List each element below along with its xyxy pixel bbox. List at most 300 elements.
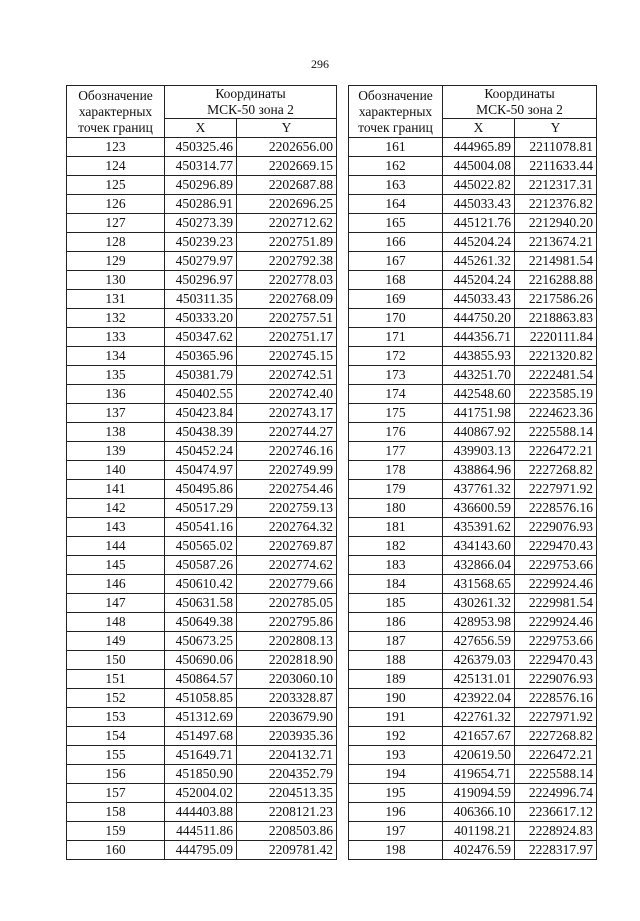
x-coordinate-cell: 443251.70 <box>443 366 515 385</box>
table-row <box>349 518 597 537</box>
table-row <box>349 195 597 214</box>
x-coordinate-cell: 450279.97 <box>165 252 237 271</box>
table-row <box>349 613 597 632</box>
table-row <box>67 594 337 613</box>
x-coordinate-cell: 436600.59 <box>443 499 515 518</box>
x-coordinate-cell: 445121.76 <box>443 214 515 233</box>
point-number-cell: 160 <box>67 841 165 860</box>
x-coordinate-cell: 450610.42 <box>165 575 237 594</box>
x-coordinate-cell: 419654.71 <box>443 765 515 784</box>
table-row <box>67 461 337 480</box>
point-number-cell: 170 <box>349 309 443 328</box>
y-coordinate-cell: 2218863.83 <box>515 309 597 328</box>
table-row <box>349 556 597 575</box>
y-coordinate-cell: 2223585.19 <box>515 385 597 404</box>
table-row <box>67 347 337 366</box>
point-number-cell: 150 <box>67 651 165 670</box>
table-row <box>349 537 597 556</box>
coordinates-table-left <box>66 85 337 860</box>
point-number-cell: 156 <box>67 765 165 784</box>
point-number-cell: 196 <box>349 803 443 822</box>
coordinates-header-line: МСК-50 зона 2 <box>476 102 563 117</box>
x-coordinate-cell: 450286.91 <box>165 195 237 214</box>
point-name-header-line: точек границ <box>78 120 153 135</box>
y-coordinate-cell: 2211633.44 <box>515 157 597 176</box>
y-coordinate-cell: 2229753.66 <box>515 556 597 575</box>
x-coordinate-cell: 450495.86 <box>165 480 237 499</box>
table-row <box>67 651 337 670</box>
x-coordinate-cell: 421657.67 <box>443 727 515 746</box>
x-coordinate-cell: 438864.96 <box>443 461 515 480</box>
x-coordinate-cell: 445261.32 <box>443 252 515 271</box>
x-coordinate-cell: 450365.96 <box>165 347 237 366</box>
x-coordinate-cell: 452004.02 <box>165 784 237 803</box>
x-coordinate-cell: 450587.26 <box>165 556 237 575</box>
x-coordinate-cell: 444356.71 <box>443 328 515 347</box>
x-coordinate-cell: 420619.50 <box>443 746 515 765</box>
x-coordinate-cell: 450474.97 <box>165 461 237 480</box>
x-coordinate-cell: 443855.93 <box>443 347 515 366</box>
point-number-cell: 146 <box>67 575 165 594</box>
y-coordinate-cell: 2202749.99 <box>237 461 337 480</box>
point-number-cell: 125 <box>67 176 165 195</box>
table-row <box>67 670 337 689</box>
y-coordinate-cell: 2202751.17 <box>237 328 337 347</box>
x-coordinate-cell: 445033.43 <box>443 195 515 214</box>
x-coordinate-cell: 430261.32 <box>443 594 515 613</box>
x-coordinate-cell: 450381.79 <box>165 366 237 385</box>
table-row <box>349 366 597 385</box>
y-coordinate-cell: 2202687.88 <box>237 176 337 195</box>
point-number-cell: 137 <box>67 404 165 423</box>
point-name-header-line: характерных <box>78 104 153 119</box>
point-number-cell: 154 <box>67 727 165 746</box>
table-row <box>67 765 337 784</box>
point-number-cell: 163 <box>349 176 443 195</box>
table-row <box>349 651 597 670</box>
y-coordinate-cell: 2202751.89 <box>237 233 337 252</box>
point-number-cell: 193 <box>349 746 443 765</box>
table-row <box>349 708 597 727</box>
table-row <box>67 138 337 157</box>
point-number-cell: 129 <box>67 252 165 271</box>
table-row <box>67 708 337 727</box>
x-coordinate-cell: 451850.90 <box>165 765 237 784</box>
x-coordinate-cell: 435391.62 <box>443 518 515 537</box>
table-row <box>349 594 597 613</box>
point-number-cell: 197 <box>349 822 443 841</box>
table-row <box>67 195 337 214</box>
table-row <box>67 309 337 328</box>
table-row <box>349 176 597 195</box>
y-coordinate-cell: 2202742.40 <box>237 385 337 404</box>
y-coordinate-cell: 2203679.90 <box>237 708 337 727</box>
y-coordinate-cell: 2211078.81 <box>515 138 597 157</box>
y-coordinate-cell: 2202768.09 <box>237 290 337 309</box>
x-coordinate-cell: 434143.60 <box>443 537 515 556</box>
x-coordinate-cell: 432866.04 <box>443 556 515 575</box>
x-coordinate-cell: 425131.01 <box>443 670 515 689</box>
x-coordinate-cell: 450347.62 <box>165 328 237 347</box>
point-number-cell: 176 <box>349 423 443 442</box>
y-coordinate-cell: 2203060.10 <box>237 670 337 689</box>
table-row <box>349 233 597 252</box>
y-coordinate-cell: 2202795.86 <box>237 613 337 632</box>
point-name-header-line: Обозначение <box>358 88 433 103</box>
y-coordinate-cell: 2224623.36 <box>515 404 597 423</box>
x-coordinate-cell: 426379.03 <box>443 651 515 670</box>
point-number-cell: 191 <box>349 708 443 727</box>
point-number-cell: 190 <box>349 689 443 708</box>
table-row <box>349 385 597 404</box>
y-coordinate-cell: 2228576.16 <box>515 689 597 708</box>
point-number-cell: 181 <box>349 518 443 537</box>
x-coordinate-cell: 450452.24 <box>165 442 237 461</box>
x-coordinate-cell: 423922.04 <box>443 689 515 708</box>
y-coordinate-cell: 2208503.86 <box>237 822 337 841</box>
table-row <box>67 480 337 499</box>
y-coordinate-cell: 2227268.82 <box>515 727 597 746</box>
table-row <box>67 537 337 556</box>
y-coordinate-cell: 2229470.43 <box>515 537 597 556</box>
x-coordinate-cell: 451649.71 <box>165 746 237 765</box>
table-row <box>349 803 597 822</box>
x-coordinate-cell: 431568.65 <box>443 575 515 594</box>
x-coordinate-cell: 450273.39 <box>165 214 237 233</box>
x-coordinate-cell: 444511.86 <box>165 822 237 841</box>
y-coordinate-cell: 2202757.51 <box>237 309 337 328</box>
y-coordinate-cell: 2212940.20 <box>515 214 597 233</box>
table-row <box>67 252 337 271</box>
table-row <box>67 746 337 765</box>
point-name-header-line: Обозначение <box>78 88 153 103</box>
table-row <box>67 803 337 822</box>
point-number-cell: 135 <box>67 366 165 385</box>
y-coordinate-cell: 2213674.21 <box>515 233 597 252</box>
coordinates-header-line: Координаты <box>484 86 555 101</box>
y-coordinate-cell: 2225588.14 <box>515 423 597 442</box>
table-row <box>67 575 337 594</box>
y-coordinate-cell: 2228317.97 <box>515 841 597 860</box>
point-number-cell: 132 <box>67 309 165 328</box>
y-coordinate-cell: 2227268.82 <box>515 461 597 480</box>
x-coordinate-cell: 451312.69 <box>165 708 237 727</box>
point-number-cell: 144 <box>67 537 165 556</box>
point-number-cell: 187 <box>349 632 443 651</box>
point-number-cell: 172 <box>349 347 443 366</box>
y-coordinate-cell: 2204132.71 <box>237 746 337 765</box>
table-row <box>67 423 337 442</box>
table-row <box>67 176 337 195</box>
x-header: X <box>443 119 515 138</box>
table-row <box>67 556 337 575</box>
table-row <box>349 442 597 461</box>
y-coordinate-cell: 2212317.31 <box>515 176 597 195</box>
point-number-cell: 134 <box>67 347 165 366</box>
table-row <box>349 727 597 746</box>
point-number-cell: 158 <box>67 803 165 822</box>
y-coordinate-cell: 2202769.87 <box>237 537 337 556</box>
point-number-cell: 159 <box>67 822 165 841</box>
table-body-left <box>67 138 337 860</box>
table-row <box>349 404 597 423</box>
y-coordinate-cell: 2202745.15 <box>237 347 337 366</box>
table-row <box>349 841 597 860</box>
coordinates-header <box>165 86 337 119</box>
table-row <box>349 480 597 499</box>
y-coordinate-cell: 2229924.46 <box>515 575 597 594</box>
point-number-cell: 186 <box>349 613 443 632</box>
point-number-cell: 142 <box>67 499 165 518</box>
y-coordinate-cell: 2202759.13 <box>237 499 337 518</box>
point-number-cell: 178 <box>349 461 443 480</box>
coordinates-header-line: Координаты <box>215 86 286 101</box>
y-coordinate-cell: 2202744.27 <box>237 423 337 442</box>
x-coordinate-cell: 450565.02 <box>165 537 237 556</box>
point-number-cell: 128 <box>67 233 165 252</box>
x-coordinate-cell: 427656.59 <box>443 632 515 651</box>
table-row <box>349 461 597 480</box>
y-coordinate-cell: 2221320.82 <box>515 347 597 366</box>
y-coordinate-cell: 2202746.16 <box>237 442 337 461</box>
y-coordinate-cell: 2229924.46 <box>515 613 597 632</box>
x-coordinate-cell: 445022.82 <box>443 176 515 195</box>
y-coordinate-cell: 2204352.79 <box>237 765 337 784</box>
table-row <box>67 442 337 461</box>
point-number-cell: 139 <box>67 442 165 461</box>
point-number-cell: 141 <box>67 480 165 499</box>
point-number-cell: 174 <box>349 385 443 404</box>
table-row <box>349 499 597 518</box>
y-coordinate-cell: 2227971.92 <box>515 708 597 727</box>
point-number-cell: 189 <box>349 670 443 689</box>
y-coordinate-cell: 2204513.35 <box>237 784 337 803</box>
table-row <box>67 784 337 803</box>
point-name-header-line: точек границ <box>358 120 433 135</box>
point-number-cell: 130 <box>67 271 165 290</box>
y-coordinate-cell: 2202669.15 <box>237 157 337 176</box>
coordinates-header-line: МСК-50 зона 2 <box>207 102 294 117</box>
y-coordinate-cell: 2229981.54 <box>515 594 597 613</box>
x-coordinate-cell: 450333.20 <box>165 309 237 328</box>
y-coordinate-cell: 2209781.42 <box>237 841 337 860</box>
point-number-cell: 195 <box>349 784 443 803</box>
table-row <box>67 613 337 632</box>
y-coordinate-cell: 2236617.12 <box>515 803 597 822</box>
x-coordinate-cell: 451497.68 <box>165 727 237 746</box>
x-coordinate-cell: 444750.20 <box>443 309 515 328</box>
header-row <box>349 86 597 119</box>
table-row <box>349 765 597 784</box>
table-row <box>349 689 597 708</box>
point-name-header-line: характерных <box>358 104 433 119</box>
point-number-cell: 183 <box>349 556 443 575</box>
y-coordinate-cell: 2214981.54 <box>515 252 597 271</box>
x-coordinate-cell: 450402.55 <box>165 385 237 404</box>
x-coordinate-cell: 451058.85 <box>165 689 237 708</box>
y-header: Y <box>237 119 337 138</box>
table-row <box>349 423 597 442</box>
point-number-cell: 198 <box>349 841 443 860</box>
y-coordinate-cell: 2202818.90 <box>237 651 337 670</box>
table-row <box>349 271 597 290</box>
y-coordinate-cell: 2202785.05 <box>237 594 337 613</box>
x-header: X <box>165 119 237 138</box>
y-coordinate-cell: 2225588.14 <box>515 765 597 784</box>
y-coordinate-cell: 2228924.83 <box>515 822 597 841</box>
y-coordinate-cell: 2202808.13 <box>237 632 337 651</box>
table-row <box>67 404 337 423</box>
y-coordinate-cell: 2228576.16 <box>515 499 597 518</box>
point-number-cell: 166 <box>349 233 443 252</box>
y-coordinate-cell: 2203328.87 <box>237 689 337 708</box>
x-coordinate-cell: 444965.89 <box>443 138 515 157</box>
y-coordinate-cell: 2203935.36 <box>237 727 337 746</box>
x-coordinate-cell: 445204.24 <box>443 233 515 252</box>
y-coordinate-cell: 2202712.62 <box>237 214 337 233</box>
x-coordinate-cell: 428953.98 <box>443 613 515 632</box>
table-row <box>67 841 337 860</box>
point-number-cell: 140 <box>67 461 165 480</box>
table-row <box>67 157 337 176</box>
table-row <box>349 347 597 366</box>
y-coordinate-cell: 2202696.25 <box>237 195 337 214</box>
point-number-cell: 173 <box>349 366 443 385</box>
table-row <box>349 328 597 347</box>
x-coordinate-cell: 450541.16 <box>165 518 237 537</box>
x-coordinate-cell: 450296.89 <box>165 176 237 195</box>
point-number-cell: 143 <box>67 518 165 537</box>
point-number-cell: 188 <box>349 651 443 670</box>
y-coordinate-cell: 2226472.21 <box>515 746 597 765</box>
point-number-cell: 148 <box>67 613 165 632</box>
y-coordinate-cell: 2222481.54 <box>515 366 597 385</box>
y-coordinate-cell: 2202754.46 <box>237 480 337 499</box>
table-row <box>349 784 597 803</box>
table-row <box>67 632 337 651</box>
point-number-cell: 185 <box>349 594 443 613</box>
table-row <box>349 822 597 841</box>
x-coordinate-cell: 450314.77 <box>165 157 237 176</box>
point-number-cell: 157 <box>67 784 165 803</box>
point-number-cell: 179 <box>349 480 443 499</box>
x-coordinate-cell: 419094.59 <box>443 784 515 803</box>
point-number-cell: 149 <box>67 632 165 651</box>
table-row <box>67 385 337 404</box>
x-coordinate-cell: 450649.38 <box>165 613 237 632</box>
table-row <box>349 746 597 765</box>
table-row <box>67 499 337 518</box>
point-name-header <box>67 86 165 138</box>
x-coordinate-cell: 450325.46 <box>165 138 237 157</box>
x-coordinate-cell: 444403.88 <box>165 803 237 822</box>
x-coordinate-cell: 450438.39 <box>165 423 237 442</box>
table-row <box>67 727 337 746</box>
point-number-cell: 153 <box>67 708 165 727</box>
point-number-cell: 126 <box>67 195 165 214</box>
x-coordinate-cell: 450864.57 <box>165 670 237 689</box>
table-row <box>67 233 337 252</box>
page-number: 296 <box>311 57 329 71</box>
y-coordinate-cell: 2220111.84 <box>515 328 597 347</box>
x-coordinate-cell: 442548.60 <box>443 385 515 404</box>
table-row <box>349 632 597 651</box>
x-coordinate-cell: 450239.23 <box>165 233 237 252</box>
x-coordinate-cell: 402476.59 <box>443 841 515 860</box>
point-number-cell: 127 <box>67 214 165 233</box>
y-coordinate-cell: 2226472.21 <box>515 442 597 461</box>
x-coordinate-cell: 450690.06 <box>165 651 237 670</box>
point-number-cell: 147 <box>67 594 165 613</box>
table-row <box>349 670 597 689</box>
y-coordinate-cell: 2229076.93 <box>515 670 597 689</box>
point-number-cell: 177 <box>349 442 443 461</box>
table-row <box>349 309 597 328</box>
y-coordinate-cell: 2202778.03 <box>237 271 337 290</box>
point-number-cell: 194 <box>349 765 443 784</box>
y-coordinate-cell: 2202774.62 <box>237 556 337 575</box>
x-coordinate-cell: 441751.98 <box>443 404 515 423</box>
point-number-cell: 192 <box>349 727 443 746</box>
y-coordinate-cell: 2202656.00 <box>237 138 337 157</box>
table-row <box>349 290 597 309</box>
point-number-cell: 167 <box>349 252 443 271</box>
table-row <box>67 518 337 537</box>
point-number-cell: 161 <box>349 138 443 157</box>
point-number-cell: 169 <box>349 290 443 309</box>
x-coordinate-cell: 437761.32 <box>443 480 515 499</box>
x-coordinate-cell: 450423.84 <box>165 404 237 423</box>
point-number-cell: 182 <box>349 537 443 556</box>
point-number-cell: 138 <box>67 423 165 442</box>
coordinates-header <box>443 86 597 119</box>
table-row <box>67 271 337 290</box>
point-number-cell: 124 <box>67 157 165 176</box>
x-coordinate-cell: 450631.58 <box>165 594 237 613</box>
table-row <box>349 214 597 233</box>
y-coordinate-cell: 2216288.88 <box>515 271 597 290</box>
x-coordinate-cell: 444795.09 <box>165 841 237 860</box>
table-row <box>67 214 337 233</box>
y-coordinate-cell: 2202764.32 <box>237 518 337 537</box>
table-row <box>349 138 597 157</box>
x-coordinate-cell: 440867.92 <box>443 423 515 442</box>
x-coordinate-cell: 406366.10 <box>443 803 515 822</box>
point-number-cell: 145 <box>67 556 165 575</box>
point-number-cell: 164 <box>349 195 443 214</box>
point-number-cell: 131 <box>67 290 165 309</box>
table-row <box>67 290 337 309</box>
point-number-cell: 162 <box>349 157 443 176</box>
x-coordinate-cell: 422761.32 <box>443 708 515 727</box>
table-row <box>67 328 337 347</box>
y-coordinate-cell: 2217586.26 <box>515 290 597 309</box>
table-row <box>349 252 597 271</box>
point-number-cell: 180 <box>349 499 443 518</box>
point-number-cell: 171 <box>349 328 443 347</box>
y-header: Y <box>515 119 597 138</box>
x-coordinate-cell: 445033.43 <box>443 290 515 309</box>
point-name-header <box>349 86 443 138</box>
point-number-cell: 165 <box>349 214 443 233</box>
x-coordinate-cell: 450673.25 <box>165 632 237 651</box>
y-coordinate-cell: 2229753.66 <box>515 632 597 651</box>
point-number-cell: 168 <box>349 271 443 290</box>
y-coordinate-cell: 2229076.93 <box>515 518 597 537</box>
y-coordinate-cell: 2208121.23 <box>237 803 337 822</box>
point-number-cell: 155 <box>67 746 165 765</box>
y-coordinate-cell: 2227971.92 <box>515 480 597 499</box>
